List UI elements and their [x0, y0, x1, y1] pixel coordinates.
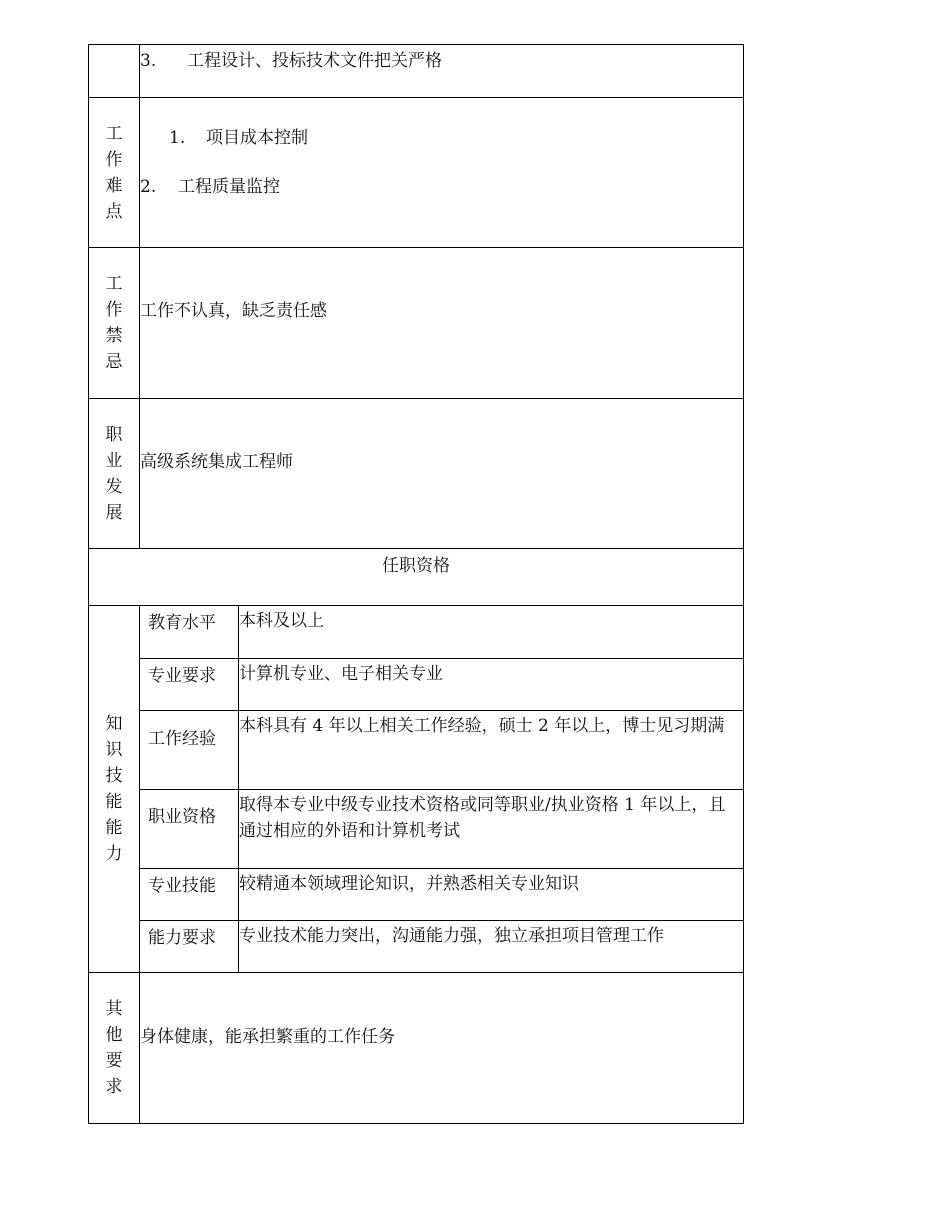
top-item-text: 工程设计、投标技术文件把关严格: [187, 51, 442, 71]
education-value: 本科及以上: [239, 606, 744, 659]
taboo-text: 工作不认真，缺乏责任感: [140, 248, 744, 399]
career-row: [89, 399, 744, 549]
job-description-table: [88, 44, 744, 1124]
difficulty-item: 2. 工程质量监控: [140, 177, 280, 197]
difficulty-label: 工 作 难 点: [89, 98, 140, 248]
certification-value: 取得本专业中级专业技术资格或同等职业/执业资格 1 年以上，且通过相应的外语和计算机考试: [239, 790, 744, 869]
education-label: 教育水平: [140, 606, 239, 659]
qualification-row: [89, 869, 744, 921]
qualification-row: [89, 606, 744, 659]
skill-value: 较精通本领域理论知识，并熟悉相关专业知识: [239, 869, 744, 921]
career-label: 职 业 发 展: [89, 399, 140, 549]
other-label: 其 他 要 求: [89, 973, 140, 1124]
qualification-row: [89, 921, 744, 973]
difficulty-content: [140, 98, 744, 248]
certification-label: 职业资格: [140, 790, 239, 869]
knowledge-skill-label: 知 识 技 能 能 力: [89, 606, 140, 973]
skill-label: 专业技能: [140, 869, 239, 921]
other-text: 身体健康，能承担繁重的工作任务: [140, 973, 744, 1124]
qualification-title: 任职资格: [89, 549, 744, 606]
qualification-row: [89, 711, 744, 790]
taboo-row: [89, 248, 744, 399]
empty-label-cell: [89, 45, 140, 98]
difficulty-item: 1. 项目成本控制: [169, 128, 308, 148]
top-item-cell: [140, 45, 744, 98]
taboo-label: 工 作 禁 忌: [89, 248, 140, 399]
top-item-row: [89, 45, 744, 98]
qualification-row: [89, 659, 744, 711]
ability-label: 能力要求: [140, 921, 239, 973]
other-row: [89, 973, 744, 1124]
experience-label: 工作经验: [140, 711, 239, 790]
qualification-title-row: [89, 549, 744, 606]
major-label: 专业要求: [140, 659, 239, 711]
ability-value: 专业技术能力突出，沟通能力强，独立承担项目管理工作: [239, 921, 744, 973]
top-item-number: 3.: [140, 51, 157, 71]
career-text: 高级系统集成工程师: [140, 399, 744, 549]
major-value: 计算机专业、电子相关专业: [239, 659, 744, 711]
difficulty-row: [89, 98, 744, 248]
experience-value: 本科具有 4 年以上相关工作经验，硕士 2 年以上，博士见习期满: [239, 711, 744, 790]
qualification-row: [89, 790, 744, 869]
